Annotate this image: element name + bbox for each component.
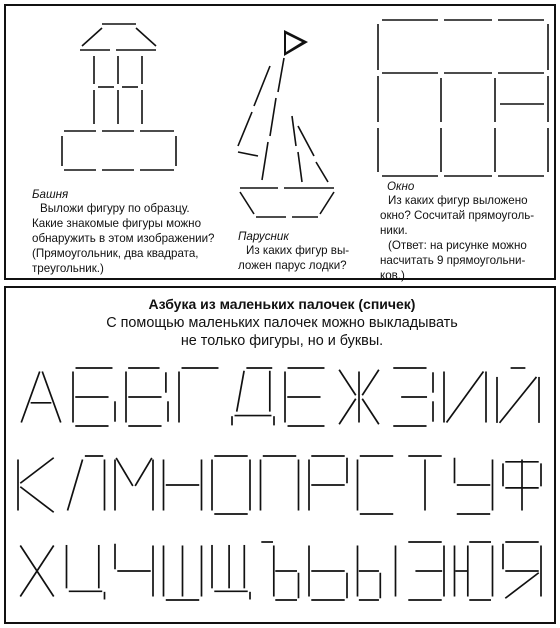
stick-letter-3-2: [67, 545, 105, 600]
stick: [339, 370, 356, 396]
stick-letter-2-2: [68, 456, 105, 511]
stick-letter-3-11: [503, 542, 541, 598]
stick-alphabet-svg: [6, 288, 558, 626]
stick-letter-3-4: [164, 545, 202, 600]
stick-letter-2-11: [503, 459, 541, 510]
window-caption-line: (Ответ: на рисунке можно: [388, 239, 527, 252]
stick-letter-2-5: [212, 456, 250, 514]
stick-letter-3-1: [20, 545, 53, 596]
tower-caption-line: Выложи фигуру по образцу.: [40, 202, 190, 215]
sailboat-title: Парусник: [238, 230, 289, 243]
tower-caption-line: обнаружить в этом изображении?: [32, 232, 215, 245]
tower-caption-line: (Прямоугольник, два квадрата,: [32, 247, 199, 260]
alphabet-title: Азбука из маленьких палочек (спичек): [148, 296, 416, 312]
window-caption-line: окно? Сосчитай прямоуголь-: [380, 209, 535, 222]
stick-letter-2-10: [455, 458, 493, 514]
top-panel: [4, 4, 556, 280]
window-title: Окно: [387, 180, 415, 193]
stick: [362, 399, 379, 425]
sailboat-caption: [238, 243, 368, 273]
stick-letter-3-5: [212, 545, 250, 600]
stick-letter-2-7: [309, 456, 347, 511]
stick: [500, 377, 537, 423]
stick: [339, 399, 356, 425]
window-caption-line: насчитать 9 прямоугольни-: [380, 254, 526, 267]
window-caption: [380, 193, 558, 283]
stick: [362, 370, 379, 396]
stick: [20, 487, 53, 513]
stick-letter-1-4: [179, 368, 218, 423]
stick-letter-2-3: [115, 458, 153, 511]
tower-figure: [62, 24, 176, 170]
tower-caption-line: треугольник.): [32, 262, 104, 275]
stick-letter-1-10: [497, 368, 539, 423]
alphabet-subtitle-line-1: С помощью маленьких палочек можно выкладывать: [106, 315, 458, 331]
tower-caption: [32, 201, 232, 276]
window-caption-line: Из каких фигур выложено: [388, 194, 528, 207]
stick-letter-1-7: [339, 370, 379, 425]
stick-letter-2-6: [261, 456, 299, 511]
stick: [20, 458, 53, 484]
stick: [447, 371, 484, 422]
stick-letter-1-5: [232, 368, 274, 425]
stick-letter-3-3: [115, 544, 153, 597]
stick: [237, 371, 244, 412]
sailboat-caption-line: ложен парус лодки?: [238, 259, 347, 272]
stick-letter-1-6: [285, 368, 324, 426]
sailboat-figure: [238, 30, 334, 217]
stick-letter-3-9: [408, 542, 444, 600]
stick-letter-3-6: [261, 542, 298, 600]
stick-letter-1-8: [393, 368, 433, 426]
stick-letter-1-3: [126, 368, 168, 426]
stick-letter-3-7: [309, 545, 347, 600]
sailboat-caption-line: Из каких фигур вы-: [246, 244, 350, 257]
stick: [135, 458, 152, 486]
stick: [42, 371, 60, 422]
window-caption-line: ники.: [380, 224, 408, 237]
stick-letter-3-10: [455, 542, 493, 600]
window-caption-line: ков.): [380, 269, 405, 282]
tower-caption-line: Какие знакомые фигуры можно: [32, 217, 202, 230]
stick-letter-2-9: [408, 456, 441, 511]
stick-letter-2-4: [164, 459, 202, 510]
stick: [68, 459, 83, 510]
stick-letter-1-2: [73, 368, 115, 426]
alphabet-subtitle-line-2: не только фигуры, но и буквы.: [180, 333, 384, 349]
bottom-panel: [4, 286, 556, 624]
stick-letter-1-1: [21, 371, 60, 422]
stick: [116, 458, 133, 486]
stick-letter-1-9: [444, 371, 486, 422]
stick: [21, 371, 39, 422]
stick: [505, 573, 538, 599]
tower-title: Башня: [32, 188, 69, 201]
stick-letter-2-1: [18, 458, 54, 513]
window-figure: [378, 20, 548, 176]
stick-letter-2-8: [358, 456, 394, 514]
stick-letter-3-8: [358, 545, 396, 600]
